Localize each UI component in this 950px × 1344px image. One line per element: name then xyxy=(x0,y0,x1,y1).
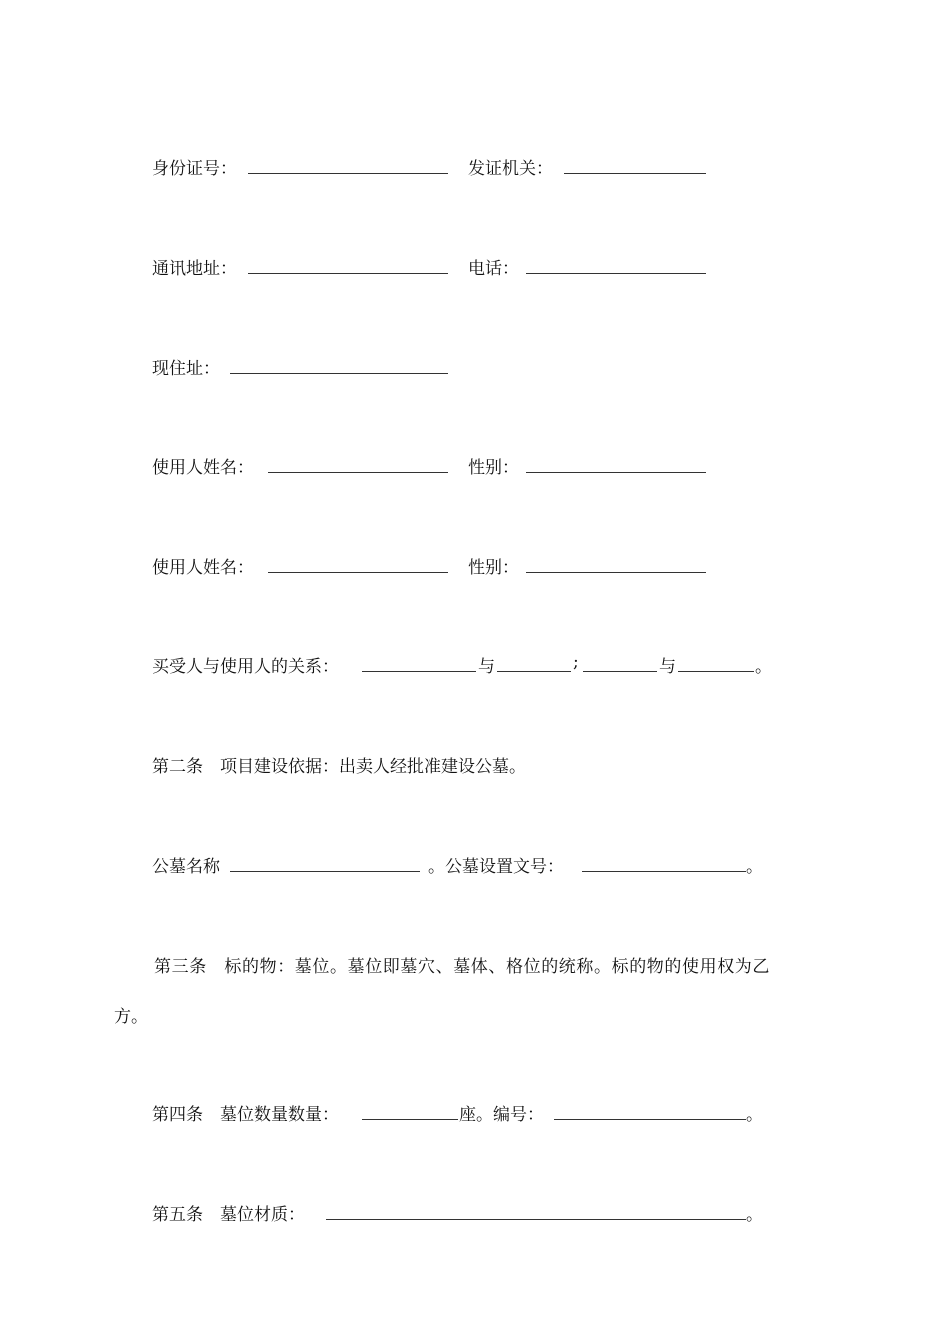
article-5-period: 。 xyxy=(746,1205,763,1225)
relation-period: 。 xyxy=(755,657,772,677)
gender-field-2[interactable] xyxy=(526,572,706,573)
address-label: 通讯地址： xyxy=(152,259,237,279)
issuer-field[interactable] xyxy=(564,173,706,174)
article-3-line-1: 第三条 标的物：墓位。墓位即墓穴、墓体、格位的统称。标的物的使用权为乙 xyxy=(154,957,770,977)
id-number-label: 身份证号： xyxy=(152,159,237,179)
grave-material-field[interactable] xyxy=(326,1219,746,1220)
user-name-field-2[interactable] xyxy=(268,572,448,573)
phone-field[interactable] xyxy=(526,273,706,274)
article-4-period: 。 xyxy=(746,1105,763,1125)
relation-and-1: 与 xyxy=(478,657,495,677)
address-field[interactable] xyxy=(248,273,448,274)
gender-label-1: 性别： xyxy=(468,458,519,478)
phone-label: 电话： xyxy=(468,259,519,279)
cemetery-doc-label: 。公墓设置文号： xyxy=(428,857,564,877)
article-5-label: 第五条 墓位材质： xyxy=(152,1205,305,1225)
cemetery-doc-field[interactable] xyxy=(582,871,746,872)
relation-field-3[interactable] xyxy=(583,671,657,672)
relation-field-4[interactable] xyxy=(678,671,754,672)
grave-number-field[interactable] xyxy=(554,1119,746,1120)
article-3-line-2: 方。 xyxy=(114,1007,148,1027)
id-number-field[interactable] xyxy=(248,173,448,174)
user-name-field-1[interactable] xyxy=(268,472,448,473)
gender-field-1[interactable] xyxy=(526,472,706,473)
cemetery-name-label: 公墓名称 xyxy=(152,857,220,877)
relation-separator: ; xyxy=(573,652,579,672)
user-name-label-2: 使用人姓名： xyxy=(152,558,254,578)
cemetery-name-field[interactable] xyxy=(230,871,420,872)
relation-field-1[interactable] xyxy=(362,671,476,672)
cemetery-doc-period: 。 xyxy=(746,857,763,877)
issuer-label: 发证机关： xyxy=(468,159,553,179)
article-4-label: 第四条 墓位数量数量： xyxy=(152,1105,339,1125)
relation-field-2[interactable] xyxy=(497,671,571,672)
gender-label-2: 性别： xyxy=(468,558,519,578)
relation-label: 买受人与使用人的关系： xyxy=(152,657,339,677)
residence-label: 现住址： xyxy=(152,359,220,379)
article-2: 第二条 项目建设依据：出卖人经批准建设公墓。 xyxy=(152,757,526,777)
relation-and-2: 与 xyxy=(659,657,676,677)
residence-field[interactable] xyxy=(230,373,448,374)
user-name-label-1: 使用人姓名： xyxy=(152,458,254,478)
grave-count-field[interactable] xyxy=(362,1119,458,1120)
article-4-unit: 座。编号： xyxy=(459,1105,544,1125)
